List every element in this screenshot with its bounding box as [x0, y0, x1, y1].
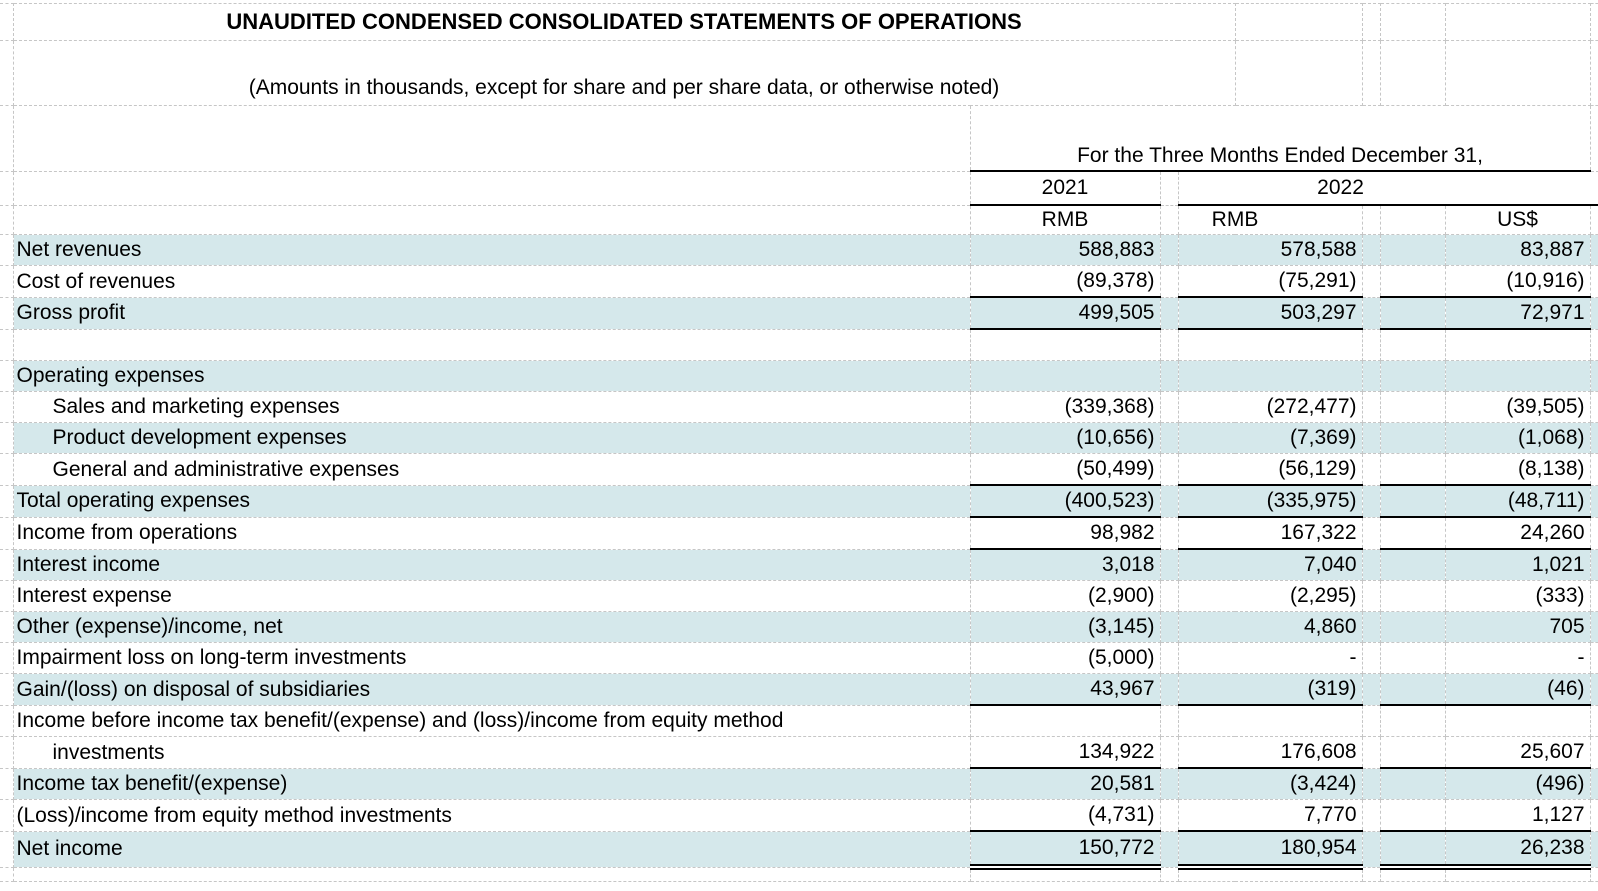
spacer-cell: [1380, 517, 1445, 549]
header-section: [0, 4, 1598, 235]
empty-cell: [1590, 106, 1598, 172]
spacer-cell: [1160, 423, 1178, 454]
value-2021-rmb: (400,523): [970, 485, 1160, 517]
spacer-cell: [1362, 737, 1380, 769]
year-2022-header: 2022: [1178, 171, 1598, 205]
row-label: investments: [13, 737, 970, 769]
spacer-cell: [1362, 485, 1380, 517]
spacer-cell: [1380, 737, 1445, 769]
margin-cell: [0, 106, 13, 172]
spacer-cell: [1160, 297, 1178, 329]
statements-table: [0, 3, 1598, 882]
row-margin-cell: [1590, 612, 1598, 643]
empty-cell: [13, 867, 970, 882]
value-2022-rmb: -: [1178, 643, 1362, 674]
row-margin-cell: [0, 549, 13, 581]
value-2021-rmb: 150,772: [970, 831, 1160, 867]
row-margin-cell: [1590, 235, 1598, 266]
spacer-cell: [1362, 800, 1380, 832]
spacer-cell: [1362, 643, 1380, 674]
spacer-cell: [1380, 423, 1445, 454]
row-margin-cell: [1590, 297, 1598, 329]
spacer-cell: [1160, 266, 1178, 298]
row-label: Total operating expenses: [13, 485, 970, 517]
empty-cell: [970, 867, 1160, 882]
spacer-cell: [1160, 235, 1178, 266]
row-label: Interest income: [13, 549, 970, 581]
value-2022-rmb: 176,608: [1178, 737, 1362, 769]
row-margin-cell: [0, 235, 13, 266]
row-margin-cell: [0, 392, 13, 423]
empty-cell: [1362, 4, 1380, 41]
empty-cell: [13, 171, 970, 205]
table-row: [0, 831, 1598, 867]
year-2021-header: 2021: [970, 171, 1160, 205]
spacer-cell: [1362, 867, 1380, 882]
margin-cell: [0, 205, 13, 235]
row-margin-cell: [1590, 643, 1598, 674]
spacer-cell: [1362, 674, 1380, 706]
table-row: [0, 800, 1598, 832]
row-margin-cell: [1590, 485, 1598, 517]
value-2022-rmb: (335,975): [1178, 485, 1362, 517]
row-margin-cell: [0, 361, 13, 392]
row-label: [13, 329, 970, 361]
row-margin-cell: [0, 423, 13, 454]
table-row: [0, 674, 1598, 706]
value-2022-rmb: 7,770: [1178, 800, 1362, 832]
empty-cell: [1235, 41, 1362, 106]
trailing-row: [0, 867, 1598, 882]
row-margin-cell: [1590, 392, 1598, 423]
empty-cell: [1445, 4, 1590, 41]
spacer-cell: [1380, 612, 1445, 643]
value-2021-rmb: (50,499): [970, 454, 1160, 486]
value-2022-rmb: 180,954: [1178, 831, 1362, 867]
statement-rows-section: [0, 235, 1598, 868]
value-2021-rmb: 43,967: [970, 674, 1160, 706]
currency-header-row: [0, 205, 1598, 235]
row-label: Interest expense: [13, 581, 970, 612]
value-2022-rmb: 578,588: [1178, 235, 1362, 266]
value-2021-rmb: 588,883: [970, 235, 1160, 266]
value-2022-usd: (8,138): [1445, 454, 1590, 486]
spacer-cell: [1362, 361, 1380, 392]
value-2022-usd: [1445, 361, 1590, 392]
value-2021-rmb: (4,731): [970, 800, 1160, 832]
row-margin-cell: [0, 454, 13, 486]
period-header: For the Three Months Ended December 31,: [970, 106, 1590, 172]
spacer-cell: [1362, 392, 1380, 423]
spacer-cell: [1160, 581, 1178, 612]
row-margin-cell: [0, 643, 13, 674]
value-2022-rmb: (7,369): [1178, 423, 1362, 454]
empty-cell: [1590, 205, 1598, 235]
currency-2022-rmb-header: RMB: [1178, 205, 1362, 235]
spacer-cell: [1380, 266, 1445, 298]
row-label: Income before income tax benefit/(expense) and (loss)/income from equity method: [13, 705, 970, 737]
currency-2021-rmb-header: RMB: [970, 205, 1160, 235]
spacer-cell: [1362, 549, 1380, 581]
row-label: Gross profit: [13, 297, 970, 329]
margin-cell: [0, 171, 13, 205]
value-2021-rmb: 98,982: [970, 517, 1160, 549]
spacer-cell: [1380, 831, 1445, 867]
spacer-cell: [1380, 581, 1445, 612]
spacer-cell: [1362, 517, 1380, 549]
value-2021-rmb: (89,378): [970, 266, 1160, 298]
value-2022-usd: (39,505): [1445, 392, 1590, 423]
spacer-cell: [1380, 768, 1445, 800]
row-margin-cell: [1590, 517, 1598, 549]
table-row: [0, 361, 1598, 392]
table-row: [0, 454, 1598, 486]
value-2022-usd: (1,068): [1445, 423, 1590, 454]
row-label: Sales and marketing expenses: [13, 392, 970, 423]
spacer-cell: [1380, 674, 1445, 706]
empty-cell: [1380, 41, 1445, 106]
row-label: Income tax benefit/(expense): [13, 768, 970, 800]
spacer-cell: [1380, 454, 1445, 486]
spacer-cell: [1380, 329, 1445, 361]
spacer-cell: [1160, 867, 1178, 882]
table-row: [0, 297, 1598, 329]
empty-cell: [1362, 41, 1380, 106]
spacer-cell: [1160, 454, 1178, 486]
margin-cell: [0, 4, 13, 41]
row-margin-cell: [0, 800, 13, 832]
margin-cell: [0, 41, 13, 106]
row-margin-cell: [0, 737, 13, 769]
spacer-cell: [1380, 235, 1445, 266]
spacer-cell: [1362, 454, 1380, 486]
value-2021-rmb: [970, 329, 1160, 361]
subtitle-row: [0, 41, 1598, 106]
row-margin-cell: [1590, 674, 1598, 706]
row-label: Cost of revenues: [13, 266, 970, 298]
currency-2022-usd-header: US$: [1445, 205, 1590, 235]
spacer-cell: [1362, 581, 1380, 612]
table-row: [0, 643, 1598, 674]
table-row: [0, 705, 1598, 737]
value-2022-rmb: 7,040: [1178, 549, 1362, 581]
row-margin-cell: [1590, 423, 1598, 454]
table-row: [0, 768, 1598, 800]
spacer-cell: [1160, 392, 1178, 423]
table-row: [0, 485, 1598, 517]
spacer-cell: [1362, 612, 1380, 643]
value-2022-usd: [1445, 329, 1590, 361]
spacer-cell: [1160, 549, 1178, 581]
table-row: [0, 517, 1598, 549]
row-margin-cell: [1590, 454, 1598, 486]
row-margin-cell: [0, 297, 13, 329]
row-margin-cell: [1590, 361, 1598, 392]
value-2022-rmb: (319): [1178, 674, 1362, 706]
row-label: Net income: [13, 831, 970, 867]
row-label: (Loss)/income from equity method investments: [13, 800, 970, 832]
value-2022-rmb: [1178, 361, 1362, 392]
value-2021-rmb: 499,505: [970, 297, 1160, 329]
spacer-cell: [1362, 297, 1380, 329]
row-margin-cell: [1590, 549, 1598, 581]
spacer-cell: [1362, 205, 1380, 235]
table-row: [0, 266, 1598, 298]
value-2022-rmb: (2,295): [1178, 581, 1362, 612]
margin-cell: [0, 867, 13, 882]
row-label: Net revenues: [13, 235, 970, 266]
spacer-cell: [1380, 205, 1445, 235]
table-row: [0, 581, 1598, 612]
page-subtitle: (Amounts in thousands, except for share and per share data, or otherwise noted): [13, 41, 1235, 106]
spacer-cell: [1160, 485, 1178, 517]
value-2022-usd: 25,607: [1445, 737, 1590, 769]
value-2021-rmb: 20,581: [970, 768, 1160, 800]
spacer-cell: [1160, 361, 1178, 392]
spacer-cell: [1362, 831, 1380, 867]
spacer-cell: [1380, 643, 1445, 674]
value-2022-rmb: [1178, 705, 1362, 737]
spacer-cell: [1362, 768, 1380, 800]
row-margin-cell: [0, 705, 13, 737]
row-margin-cell: [1590, 831, 1598, 867]
spacer-cell: [1362, 329, 1380, 361]
spacer-cell: [1362, 235, 1380, 266]
value-2022-rmb: (3,424): [1178, 768, 1362, 800]
value-2021-rmb: 3,018: [970, 549, 1160, 581]
spacer-cell: [1160, 831, 1178, 867]
row-label: Product development expenses: [13, 423, 970, 454]
spacer-cell: [1380, 549, 1445, 581]
row-margin-cell: [0, 674, 13, 706]
row-margin-cell: [1590, 266, 1598, 298]
value-2022-rmb: (56,129): [1178, 454, 1362, 486]
spacer-cell: [1160, 171, 1178, 205]
spacer-cell: [1160, 612, 1178, 643]
value-2022-usd: -: [1445, 643, 1590, 674]
table-row: [0, 423, 1598, 454]
value-2021-rmb: (339,368): [970, 392, 1160, 423]
row-label: General and administrative expenses: [13, 454, 970, 486]
row-margin-cell: [0, 329, 13, 361]
row-margin-cell: [0, 485, 13, 517]
row-label: Impairment loss on long-term investments: [13, 643, 970, 674]
value-2022-usd: 83,887: [1445, 235, 1590, 266]
spacer-cell: [1160, 205, 1178, 235]
year-header-row: [0, 171, 1598, 205]
spacer-cell: [1380, 705, 1445, 737]
row-margin-cell: [0, 581, 13, 612]
value-2022-usd: (333): [1445, 581, 1590, 612]
row-margin-cell: [1590, 800, 1598, 832]
row-margin-cell: [0, 517, 13, 549]
value-2022-usd: (496): [1445, 768, 1590, 800]
value-2022-rmb: (75,291): [1178, 266, 1362, 298]
row-label: Income from operations: [13, 517, 970, 549]
spacer-cell: [1380, 485, 1445, 517]
period-header-row: [0, 106, 1598, 172]
spacer-cell: [1380, 392, 1445, 423]
spacer-cell: [1160, 705, 1178, 737]
row-margin-cell: [1590, 329, 1598, 361]
empty-cell: [1590, 867, 1598, 882]
value-2021-rmb: (5,000): [970, 643, 1160, 674]
table-row: [0, 737, 1598, 769]
empty-cell: [13, 106, 970, 172]
spacer-cell: [1160, 800, 1178, 832]
empty-cell: [1235, 4, 1362, 41]
value-2021-rmb: (2,900): [970, 581, 1160, 612]
spacer-cell: [1380, 361, 1445, 392]
table-row: [0, 549, 1598, 581]
spacer-cell: [1160, 768, 1178, 800]
empty-cell: [1445, 41, 1590, 106]
footer-section: [0, 867, 1598, 882]
spacer-cell: [1160, 517, 1178, 549]
value-2022-usd: [1445, 705, 1590, 737]
value-2022-rmb: 167,322: [1178, 517, 1362, 549]
table-row: [0, 329, 1598, 361]
value-2022-usd: (48,711): [1445, 485, 1590, 517]
spacer-cell: [1362, 266, 1380, 298]
row-margin-cell: [0, 266, 13, 298]
value-2021-rmb: [970, 361, 1160, 392]
row-margin-cell: [1590, 705, 1598, 737]
spacer-cell: [1160, 674, 1178, 706]
row-label: Gain/(loss) on disposal of subsidiaries: [13, 674, 970, 706]
spacer-cell: [1380, 800, 1445, 832]
table-row: [0, 612, 1598, 643]
value-2022-usd: 72,971: [1445, 297, 1590, 329]
row-label: Operating expenses: [13, 361, 970, 392]
row-margin-cell: [0, 768, 13, 800]
value-2022-usd: 24,260: [1445, 517, 1590, 549]
spacer-cell: [1362, 423, 1380, 454]
value-2022-rmb: 4,860: [1178, 612, 1362, 643]
spacer-cell: [1160, 737, 1178, 769]
value-2022-usd: 1,021: [1445, 549, 1590, 581]
value-2021-rmb: [970, 705, 1160, 737]
empty-cell: [1445, 867, 1590, 882]
value-2022-usd: 1,127: [1445, 800, 1590, 832]
title-row: [0, 4, 1598, 41]
value-2022-usd: (46): [1445, 674, 1590, 706]
row-label: Other (expense)/income, net: [13, 612, 970, 643]
table-row: [0, 392, 1598, 423]
empty-cell: [1178, 867, 1362, 882]
value-2022-rmb: (272,477): [1178, 392, 1362, 423]
row-margin-cell: [1590, 737, 1598, 769]
value-2022-usd: 26,238: [1445, 831, 1590, 867]
empty-cell: [1590, 41, 1598, 106]
spacer-cell: [1362, 705, 1380, 737]
empty-cell: [13, 205, 970, 235]
table-row: [0, 235, 1598, 266]
value-2022-rmb: 503,297: [1178, 297, 1362, 329]
value-2022-usd: 705: [1445, 612, 1590, 643]
spacer-cell: [1160, 643, 1178, 674]
value-2022-usd: (10,916): [1445, 266, 1590, 298]
row-margin-cell: [1590, 768, 1598, 800]
value-2022-rmb: [1178, 329, 1362, 361]
value-2021-rmb: (10,656): [970, 423, 1160, 454]
spacer-cell: [1380, 867, 1445, 882]
spacer-cell: [1380, 297, 1445, 329]
value-2021-rmb: (3,145): [970, 612, 1160, 643]
page-title: UNAUDITED CONDENSED CONSOLIDATED STATEMENTS OF OPERATIONS: [13, 4, 1235, 41]
empty-cell: [1590, 4, 1598, 41]
row-margin-cell: [1590, 581, 1598, 612]
spacer-cell: [1160, 329, 1178, 361]
row-margin-cell: [0, 612, 13, 643]
value-2021-rmb: 134,922: [970, 737, 1160, 769]
empty-cell: [1380, 4, 1445, 41]
row-margin-cell: [0, 831, 13, 867]
